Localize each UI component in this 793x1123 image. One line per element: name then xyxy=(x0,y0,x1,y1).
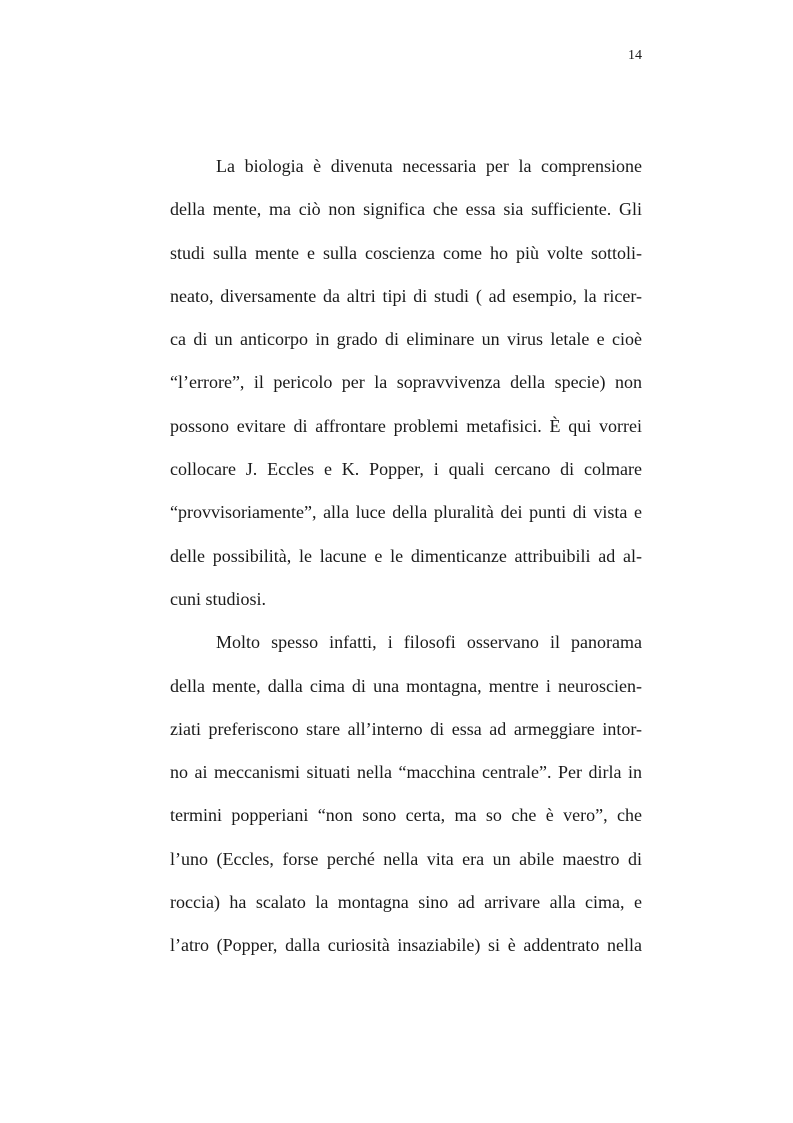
text-line: termini popperiani “non sono certa, ma so che è vero”, che xyxy=(170,805,642,826)
body-text xyxy=(170,145,642,968)
text-line: La biologia è divenuta necessaria per la comprensione xyxy=(216,156,642,176)
text-line: collocare J. Eccles e K. Popper, i quali cercano di colmare xyxy=(170,459,642,480)
text-line: “l’errore”, il pericolo per la sopravvivenza della specie) non xyxy=(170,372,642,393)
text-line: studi sulla mente e sulla coscienza come ho più volte sottoli- xyxy=(170,242,642,263)
text-line: delle possibilità, le lacune e le dimenticanze attribuibili ad al- xyxy=(170,545,642,566)
text-line: l’atro (Popper, dalla curiosità insaziabile) si è addentrato nella xyxy=(170,935,642,956)
text-line: “provvisoriamente”, alla luce della pluralità dei punti di vista e xyxy=(170,502,642,523)
text-line: Molto spesso infatti, i filosofi osservano il panorama xyxy=(216,632,642,653)
paragraph-1 xyxy=(170,145,642,621)
text-line: l’uno (Eccles, forse perché nella vita era un abile maestro di xyxy=(170,848,642,869)
text-line: cuni studiosi. xyxy=(170,588,267,609)
text-line: ziati preferiscono stare all’interno di essa ad armeggiare intor- xyxy=(170,718,642,739)
page-number: 14 xyxy=(628,48,642,63)
text-line: della mente, dalla cima di una montagna, mentre i neuroscien- xyxy=(170,675,642,696)
text-line: neato, diversamente da altri tipi di studi ( ad esempio, la ricer- xyxy=(170,285,642,306)
paragraph-2 xyxy=(170,621,642,967)
text-line: possono evitare di affrontare problemi metafisici. È qui vorrei xyxy=(170,415,642,436)
text-line: roccia) ha scalato la montagna sino ad arrivare alla cima, e xyxy=(170,892,642,913)
text-line: ca di un anticorpo in grado di eliminare un virus letale e cioè xyxy=(170,329,642,350)
text-line: no ai meccanismi situati nella “macchina centrale”. Per dirla in xyxy=(170,762,642,783)
text-line: della mente, ma ciò non significa che essa sia sufficiente. Gli xyxy=(170,199,642,220)
